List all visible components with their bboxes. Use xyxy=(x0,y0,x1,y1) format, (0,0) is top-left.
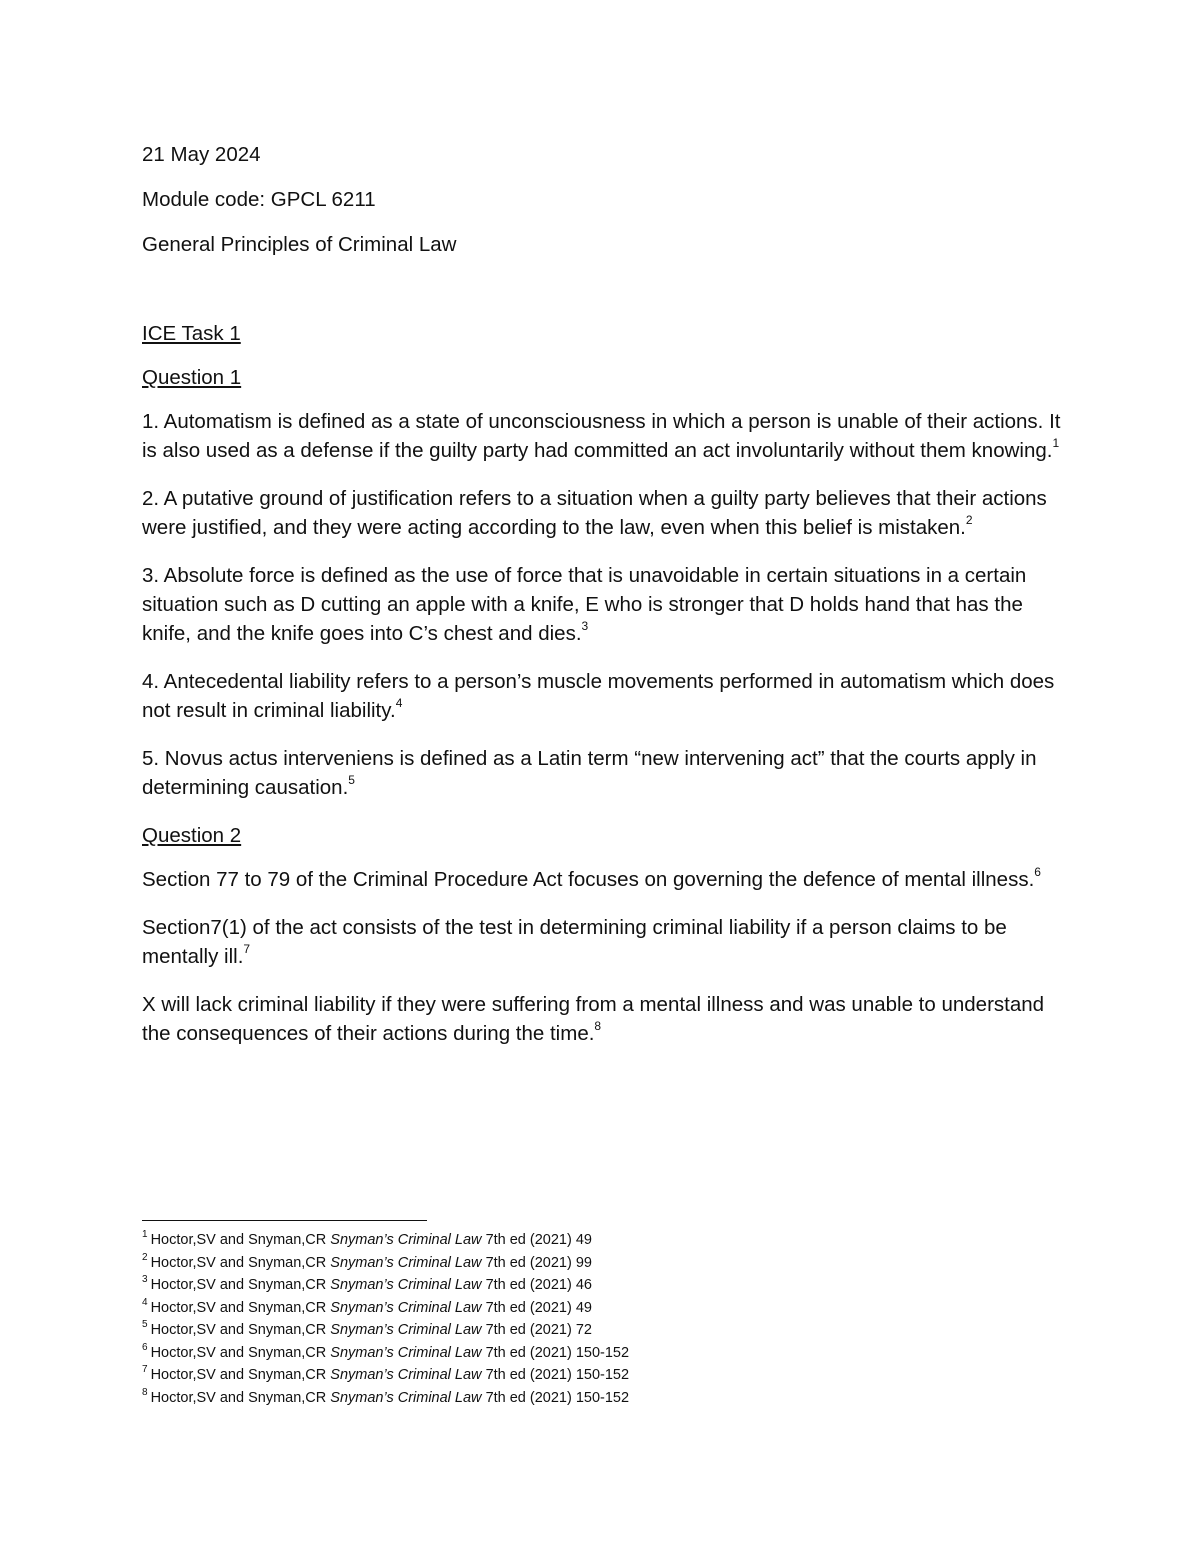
answer-3 xyxy=(142,561,1062,648)
q2-paragraph-3 xyxy=(142,990,1062,1048)
footnote-number: 5 xyxy=(142,1319,148,1331)
footnote-authors: Hoctor,SV and Snyman,CR xyxy=(150,1232,327,1248)
footnote-details: 7th ed (2021) 46 xyxy=(485,1277,592,1293)
footnote-number: 6 xyxy=(142,1341,148,1353)
footnote-title: Snyman’s Criminal Law xyxy=(330,1389,482,1406)
footnote-separator xyxy=(142,1220,427,1221)
answer-1-text: 1. Automatism is defined as a state of unconsciousness in which a person is unable of their actions. It is also used as a defense if the guilty party had committed an act involuntarily without them knowing. xyxy=(142,410,1061,462)
footnote-ref-1[interactable]: 1 xyxy=(1052,436,1060,451)
footnote-ref-7[interactable]: 7 xyxy=(243,942,251,957)
footnote xyxy=(142,1364,842,1387)
answer-4 xyxy=(142,667,1062,725)
footnote xyxy=(142,1274,842,1297)
footnote-title: Snyman’s Criminal Law xyxy=(330,1254,482,1271)
footnote-ref-8[interactable]: 8 xyxy=(594,1019,602,1034)
footnote-number: 8 xyxy=(142,1386,148,1398)
footnote xyxy=(142,1387,842,1410)
footnote-authors: Hoctor,SV and Snyman,CR xyxy=(150,1299,327,1316)
q2-paragraph-3-text: X will lack criminal liability if they were suffering from a mental illness and was unable to understand the consequences of their actions during the time. xyxy=(142,993,1045,1045)
footnote-authors: Hoctor,SV and Snyman,CR xyxy=(150,1367,327,1383)
footnote-details: 7th ed (2021) 49 xyxy=(485,1232,592,1248)
footnote-ref-5[interactable]: 5 xyxy=(348,773,355,788)
q2-paragraph-1-text: Section 77 to 79 of the Criminal Procedure Act focuses on governing the defence of mental illness. xyxy=(142,868,1035,891)
footnote xyxy=(142,1229,842,1252)
answer-2-text: 2. A putative ground of justification refers to a situation when a guilty party believes that their actions were justified, and they were acting according to the law, even when this belief is mistaken. xyxy=(142,487,1047,539)
footnote-number: 7 xyxy=(142,1364,148,1376)
footnote-details: 7th ed (2021) 150-152 xyxy=(485,1367,630,1383)
footnote-title: Snyman’s Criminal Law xyxy=(330,1322,482,1338)
footnote-authors: Hoctor,SV and Snyman,CR xyxy=(150,1277,327,1293)
footnote-ref-2[interactable]: 2 xyxy=(965,513,973,528)
question-2-heading: Question 2 xyxy=(142,824,242,847)
footnotes-section xyxy=(142,1220,842,1409)
footnote-title: Snyman’s Criminal Law xyxy=(330,1299,482,1316)
footnote-title: Snyman’s Criminal Law xyxy=(330,1344,482,1361)
footnote-details: 7th ed (2021) 150-152 xyxy=(485,1344,630,1361)
footnote xyxy=(142,1342,842,1365)
module-name: General Principles of Criminal Law xyxy=(142,233,457,256)
answer-1 xyxy=(142,407,1062,465)
answer-3-text: 3. Absolute force is defined as the use of force that is unavoidable in certain situations in a certain situation such as D cutting an apple with a knife, E who is stronger that D holds hand that has the knife, and the knife goes into C’s chest and dies. xyxy=(142,564,1027,645)
footnote-number: 1 xyxy=(142,1229,148,1241)
footnote-number: 4 xyxy=(142,1296,148,1308)
footnote-number: 3 xyxy=(142,1274,148,1286)
footnote-ref-6[interactable]: 6 xyxy=(1034,865,1041,880)
footnote-authors: Hoctor,SV and Snyman,CR xyxy=(150,1344,327,1361)
footnote-number: 2 xyxy=(142,1251,148,1263)
footnote-details: 7th ed (2021) 72 xyxy=(485,1322,592,1338)
footnote xyxy=(142,1319,842,1342)
q2-paragraph-1 xyxy=(142,865,1062,894)
footnote-details: 7th ed (2021) 150-152 xyxy=(485,1389,630,1406)
footnote-title: Snyman’s Criminal Law xyxy=(330,1367,482,1383)
q2-paragraph-2-text: Section7(1) of the act consists of the test in determining criminal liability if a person claims to be mentally ill. xyxy=(142,916,1007,968)
footnote-title: Snyman’s Criminal Law xyxy=(330,1232,482,1248)
footnote-authors: Hoctor,SV and Snyman,CR xyxy=(150,1322,327,1338)
footnote-title: Snyman’s Criminal Law xyxy=(330,1277,482,1293)
task-title: ICE Task 1 xyxy=(142,322,241,345)
module-code: Module code: GPCL 6211 xyxy=(142,188,376,211)
footnote-details: 7th ed (2021) 49 xyxy=(485,1299,592,1316)
answer-4-text: 4. Antecedental liability refers to a person’s muscle movements performed in automatism which does not result in criminal liability. xyxy=(142,670,1055,722)
footnote-authors: Hoctor,SV and Snyman,CR xyxy=(150,1389,327,1406)
answer-5 xyxy=(142,744,1062,802)
footnote xyxy=(142,1252,842,1275)
footnote xyxy=(142,1297,842,1320)
answer-2 xyxy=(142,484,1062,542)
footnote-authors: Hoctor,SV and Snyman,CR xyxy=(150,1254,327,1271)
footnote-ref-4[interactable]: 4 xyxy=(395,696,403,711)
question-1-heading: Question 1 xyxy=(142,366,242,389)
footnote-details: 7th ed (2021) 99 xyxy=(485,1254,592,1271)
footnote-ref-3[interactable]: 3 xyxy=(581,619,589,634)
q2-paragraph-2 xyxy=(142,913,1062,971)
document-date: 21 May 2024 xyxy=(142,143,261,166)
document-body xyxy=(142,140,1062,1067)
answer-5-text: 5. Novus actus interveniens is defined as a Latin term “new intervening act” that the courts apply in determining causation. xyxy=(142,747,1037,799)
